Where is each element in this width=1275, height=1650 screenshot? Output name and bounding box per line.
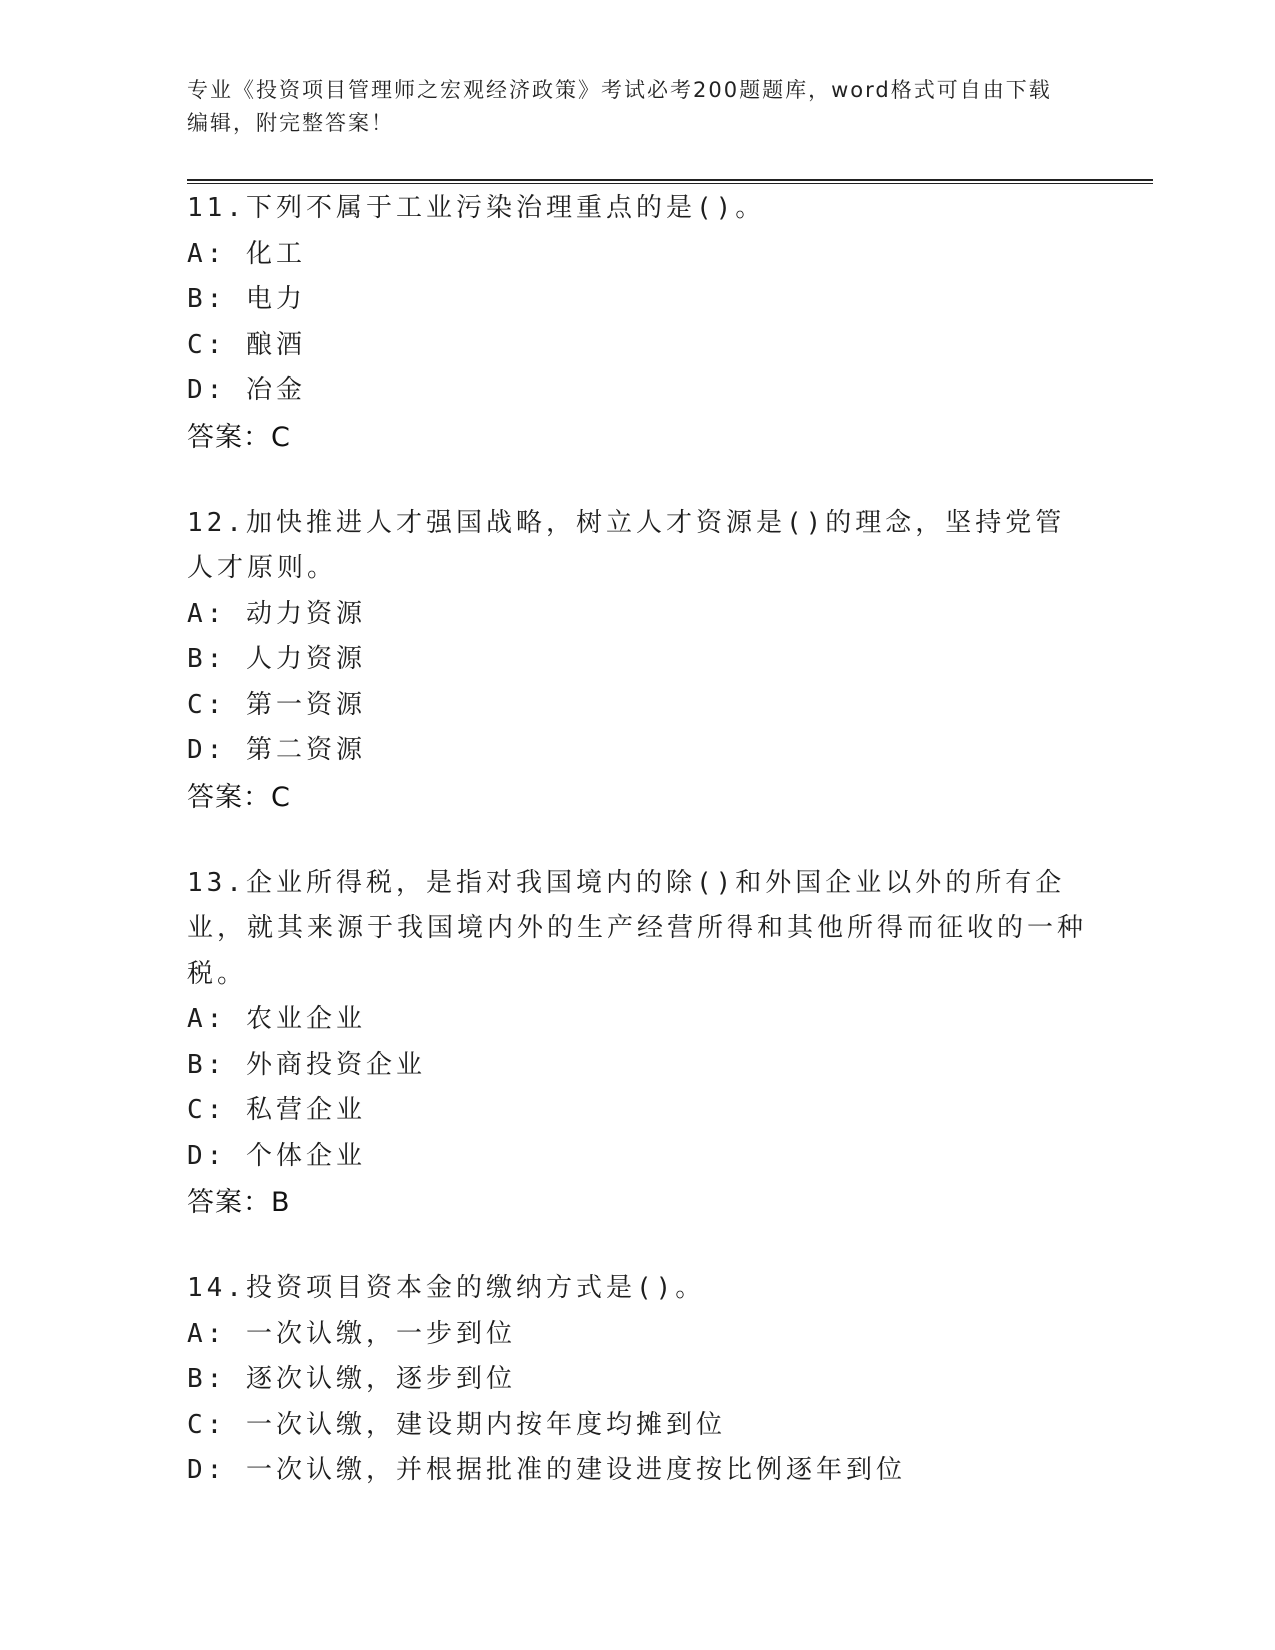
option-a: A: 动力资源 [187,598,366,629]
option-d: D: 一次认缴，并根据批准的建设进度按比例逐年到位 [187,1455,906,1485]
question-stem: 11.下列不属于工业污染治理重点的是()。 [187,193,766,223]
question-11 [187,186,1087,461]
option-c: C: 第一资源 [187,689,366,720]
option-d: D: 第二资源 [187,735,366,765]
option-b: B: 逐次认缴，逐步到位 [187,1364,516,1394]
option-c: C: 私营企业 [187,1095,366,1125]
option-c: C: 一次认缴，建设期内按年度均摊到位 [187,1409,726,1440]
answer: 答案：B [187,1187,291,1218]
document-intro: 专业《投资项目管理师之宏观经济政策》考试必考200题题库，word格式可自由下载编辑，附完整答案！ [187,78,1052,135]
question-stem: 12.加快推进人才强国战略，树立人才资源是()的理念，坚持党管人才原则。 [187,507,1066,583]
question-12 [187,501,1087,821]
option-d: D: 个体企业 [187,1140,366,1171]
question-stem: 13.企业所得税，是指对我国境内的除()和外国企业以外的所有企业，就其来源于我国境内外的生产经营所得和其他所得而征收的一种税。 [187,867,1088,989]
header-rule-thin [187,183,1153,184]
question-list [187,186,1087,1534]
question-stem: 14.投资项目资本金的缴纳方式是()。 [187,1273,706,1303]
option-b: B: 人力资源 [187,644,366,674]
option-d: D: 冶金 [187,375,306,405]
answer: 答案：C [187,421,291,453]
option-b: B: 电力 [187,284,306,314]
question-13 [187,861,1087,1227]
question-14 [187,1266,1087,1494]
option-a: A: 农业企业 [187,1004,366,1034]
option-c: C: 酿酒 [187,329,306,360]
answer: 答案：C [187,781,291,813]
option-a: A: 一次认缴，一步到位 [187,1318,516,1349]
option-a: A: 化工 [187,238,306,269]
header-rule-thick [187,179,1153,181]
option-b: B: 外商投资企业 [187,1049,426,1080]
